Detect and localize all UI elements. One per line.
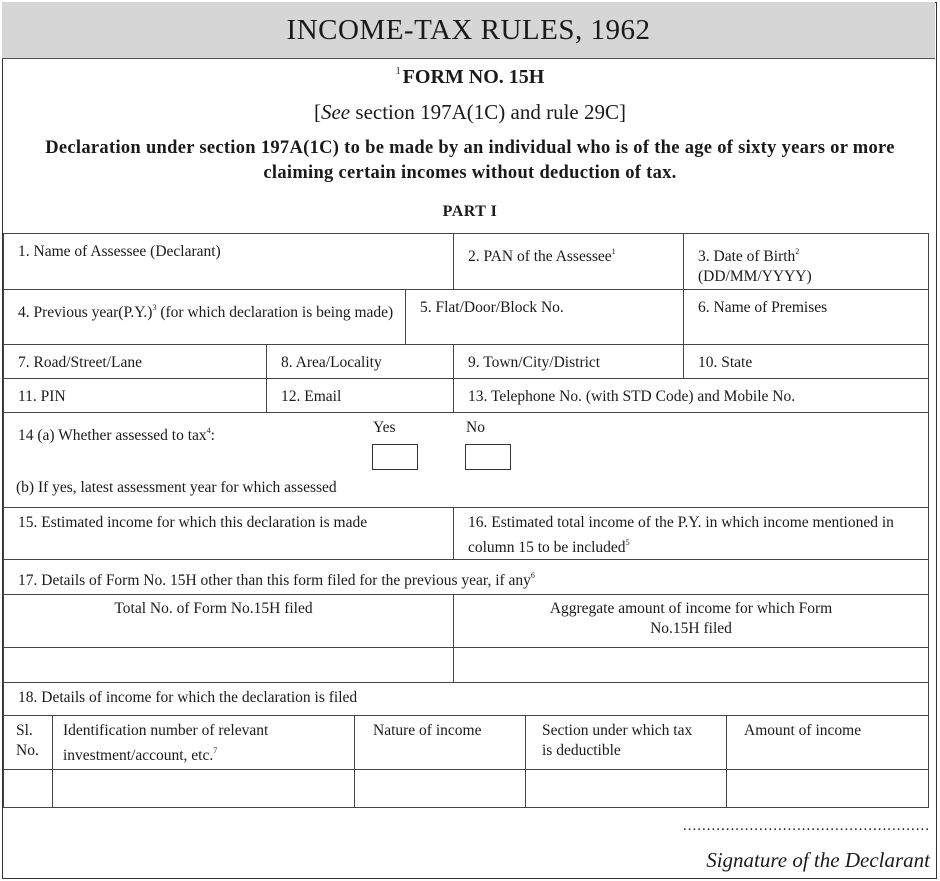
form-footnote-mark: 1 [395, 66, 401, 77]
field-state[interactable] [683, 344, 929, 379]
column-header: Nature of income [373, 722, 482, 739]
field-label: 8. Area/Locality [281, 354, 382, 371]
column-header: Section under which tax is deductible [542, 722, 693, 759]
field-label: 16. Estimated total income of the P.Y. in which income mentioned in column 15 to be included [468, 514, 894, 556]
field-town-city-district[interactable] [453, 344, 684, 379]
input-section[interactable] [525, 769, 727, 808]
see-rest: section 197A(1C) and rule 29C] [350, 100, 627, 124]
form-number-text: FORM NO. 15H [402, 66, 545, 88]
field-label: 4. Previous year(P.Y.) [18, 304, 153, 321]
field-name-of-assessee[interactable] [3, 233, 454, 290]
column-header: Aggregate amount of income for which Form No.15H filed [549, 600, 833, 637]
col-section [525, 715, 727, 770]
field-label: 7. Road/Street/Lane [18, 354, 142, 371]
input-amount-of-income[interactable] [726, 769, 929, 808]
col-total-forms [3, 594, 454, 648]
section-reference [0, 100, 940, 125]
footnote-mark: 6 [530, 571, 535, 580]
signature-line[interactable]: .................................................... [683, 818, 930, 834]
col-nature-of-income [354, 715, 526, 770]
input-aggregate-amount[interactable] [453, 647, 929, 683]
date-format-hint: (DD/MM/YYYY) [698, 268, 812, 285]
column-header: Total No. of Form No.15H filed [114, 600, 313, 617]
form-number [0, 66, 940, 89]
declaration-heading: Declaration under section 197A(1C) to be made by an individual who is of the age of sixty years or more claiming certain incomes without deduction of tax. [45, 138, 895, 183]
column-header: Sl. No. [16, 722, 39, 759]
yes-checkbox[interactable] [372, 444, 418, 470]
field-other-form-15h [3, 559, 929, 595]
signature-label: Signature of the Declarant [706, 848, 930, 872]
yes-label: Yes [373, 419, 396, 436]
field-label: 17. Details of Form No. 15H other than this form filed for the previous year, if any [18, 572, 531, 589]
field-label: 1. Name of Assessee (Declarant) [18, 243, 221, 260]
col-sl-no [3, 715, 53, 770]
field-label-cont: (for which declaration is being made) [156, 304, 394, 321]
field-label: 10. State [698, 354, 753, 371]
footnote-mark: 3 [152, 303, 157, 312]
field-flat-door-block[interactable] [405, 289, 684, 345]
column-header: Amount of income [744, 722, 862, 739]
no-label: No [466, 419, 485, 436]
field-label: 9. Town/City/District [468, 354, 601, 371]
field-label: 18. Details of income for which the declaration is filed [18, 689, 358, 706]
input-total-forms[interactable] [3, 647, 454, 683]
latest-assessment-year-label[interactable]: (b) If yes, latest assessment year for which assessed [16, 479, 337, 496]
see-word: See [320, 100, 351, 124]
field-income-details [3, 682, 929, 716]
rules-header [2, 2, 935, 59]
field-label: 15. Estimated income for which this declaration is made [18, 514, 368, 531]
field-label: 5. Flat/Door/Block No. [420, 299, 564, 316]
field-telephone[interactable] [453, 378, 929, 413]
field-previous-year[interactable] [3, 289, 406, 345]
field-label: 6. Name of Premises [698, 299, 828, 316]
field-road-street-lane[interactable] [3, 344, 267, 379]
field-estimated-income[interactable] [3, 507, 454, 560]
rules-title: INCOME-TAX RULES, 1962 [286, 13, 651, 46]
footnote-mark: 5 [625, 538, 630, 547]
footnote-mark: 7 [213, 746, 218, 755]
column-header: Identification number of relevant investment/account, etc. [63, 722, 269, 764]
input-sl-no[interactable] [3, 769, 53, 808]
field-label: 14 (a) Whether assessed to tax [18, 427, 207, 444]
footnote-mark: 2 [795, 247, 800, 256]
field-pan[interactable] [453, 233, 684, 290]
field-label: 12. Email [281, 388, 342, 405]
col-aggregate-amount [453, 594, 929, 648]
field-area-locality[interactable] [266, 344, 454, 379]
input-identification-number[interactable] [52, 769, 355, 808]
part-heading: PART I [442, 203, 498, 220]
field-label: 13. Telephone No. (with STD Code) and Mobile No. [468, 388, 796, 405]
field-label: 2. PAN of the Assessee [468, 248, 612, 265]
input-nature-of-income[interactable] [354, 769, 526, 808]
col-amount-of-income [726, 715, 929, 770]
field-date-of-birth[interactable] [683, 233, 929, 290]
see-bracket: [ [313, 100, 321, 124]
field-name-of-premises[interactable] [683, 289, 929, 345]
field-pin[interactable] [3, 378, 267, 413]
field-label: 3. Date of Birth [698, 248, 796, 265]
footnote-mark: 1 [611, 247, 616, 256]
field-estimated-total-income[interactable] [453, 507, 929, 560]
colon: : [210, 427, 215, 444]
col-identification-number [52, 715, 355, 770]
field-label: 11. PIN [18, 388, 66, 405]
no-checkbox[interactable] [465, 444, 511, 470]
footnote-mark: 4 [206, 426, 211, 435]
field-email[interactable] [266, 378, 454, 413]
